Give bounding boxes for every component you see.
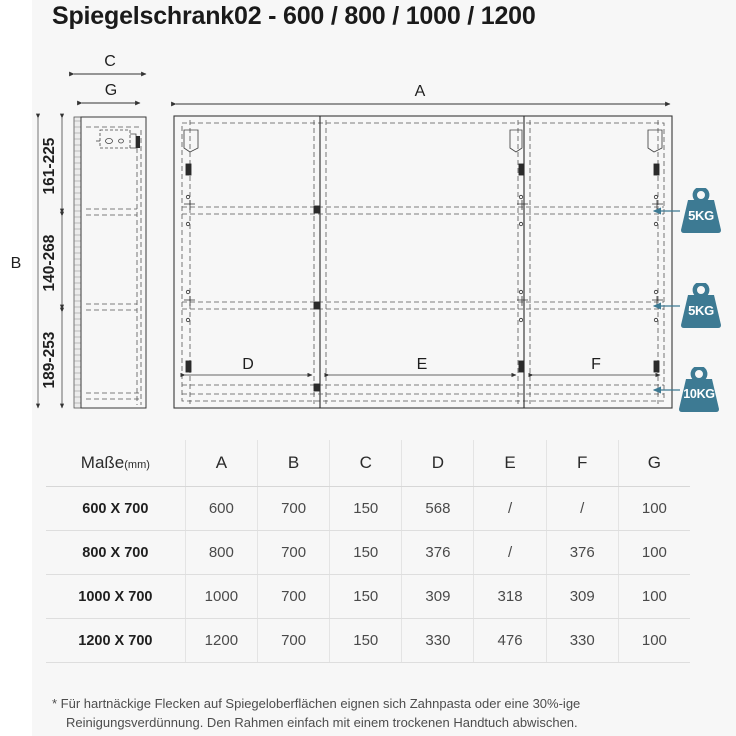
care-line-2: Reinigungsverdünnung. Den Rahmen einfach mit einem trockenen Handtuch abwischen. [66,715,578,730]
cell-f: 309 [546,575,618,619]
table-row [46,619,690,663]
header-measure-text: Maße [80,453,125,472]
row-size: 800 X 700 [46,531,185,575]
cell-b: 700 [258,619,330,663]
label-C: C [104,53,116,70]
care-line-1: * Für hartnäckige Flecken auf Spiegeloberflächen eignen sich Zahnpasta oder eine 30%-ige [52,696,581,711]
side-segment-label-1: 161-225 [41,137,58,195]
header-measure [46,440,185,487]
side-segment-label-2: 140-268 [41,234,58,292]
header-col-b: B [258,440,330,487]
cell-b: 700 [258,531,330,575]
side-segment-label-3: 189-253 [41,331,58,389]
label-G: G [104,82,118,99]
cell-c: 150 [330,619,402,663]
table-header-row [46,440,690,487]
cell-e: / [474,531,546,575]
cell-c: 150 [330,487,402,531]
cell-g: 100 [618,575,690,619]
cell-g: 100 [618,531,690,575]
care-instructions [52,694,702,732]
row-size: 1000 X 700 [46,575,185,619]
header-measure-unit: (mm) [124,459,150,471]
header-col-f: F [546,440,618,487]
cell-a: 600 [185,487,257,531]
cell-g: 100 [618,487,690,531]
header-col-c: C [330,440,402,487]
page-title: Spiegelschrank02 - 600 / 800 / 1000 / 1200 [52,2,536,30]
cell-a: 1000 [185,575,257,619]
load-badge-label: 5KG [688,208,714,223]
load-badge-top [674,188,728,234]
cell-f: 376 [546,531,618,575]
label-A: A [414,83,426,100]
row-size: 600 X 700 [46,487,185,531]
cell-f: / [546,487,618,531]
side-view [74,117,146,408]
table-row [46,531,690,575]
cell-d: 330 [402,619,474,663]
table-row [46,575,690,619]
cell-a: 1200 [185,619,257,663]
cell-b: 700 [258,575,330,619]
load-badge-label: 5KG [688,303,714,318]
hinge-detail [184,130,662,152]
header-col-e: E [474,440,546,487]
load-badge-middle [674,283,728,329]
header-col-a: A [185,440,257,487]
header-col-d: D [402,440,474,487]
label-B: B [10,255,22,272]
label-D: D [242,356,254,373]
cell-b: 700 [258,487,330,531]
cell-d: 376 [402,531,474,575]
cell-c: 150 [330,531,402,575]
cell-d: 568 [402,487,474,531]
cell-e: 476 [474,619,546,663]
cell-e: 318 [474,575,546,619]
dimensions-table [46,440,690,663]
label-E: E [416,356,428,373]
row-size: 1200 X 700 [46,619,185,663]
cell-g: 100 [618,619,690,663]
cell-a: 800 [185,531,257,575]
table-row [46,487,690,531]
cell-c: 150 [330,575,402,619]
label-F: F [591,356,601,373]
load-badge-label: 10KG [683,387,715,401]
header-col-g: G [618,440,690,487]
load-badge-bottom [672,367,726,413]
cell-f: 330 [546,619,618,663]
cell-d: 309 [402,575,474,619]
cell-e: / [474,487,546,531]
